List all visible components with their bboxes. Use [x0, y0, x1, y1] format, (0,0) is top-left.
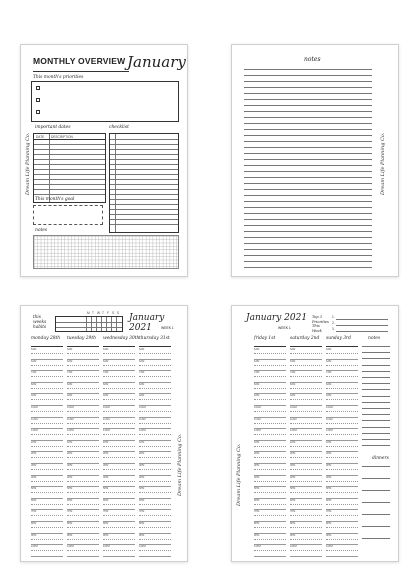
time-label: 5AM	[139, 348, 145, 351]
note-line	[244, 225, 372, 226]
day-column[interactable]	[139, 336, 171, 561]
notes-column-line	[362, 414, 390, 415]
time-label: 10AM	[31, 406, 38, 409]
note-line	[244, 153, 372, 154]
time-label: 5PM	[254, 487, 260, 491]
priority-checkbox[interactable]	[36, 86, 40, 90]
week-title: January 2021	[129, 313, 165, 333]
priority-line	[336, 319, 388, 320]
top-priorities-label: Top 3 Priorities This Week	[312, 315, 329, 333]
time-label: 8PM	[254, 522, 260, 525]
note-line	[244, 231, 372, 232]
time-label: 11AM	[254, 417, 261, 421]
habit-tracker	[55, 316, 123, 332]
time-label: 4PM	[254, 475, 260, 479]
note-line	[244, 171, 372, 172]
time-label: 10PM	[290, 545, 297, 549]
time-label: 10AM	[254, 406, 261, 409]
note-line	[244, 135, 372, 136]
time-label: 2PM	[103, 452, 109, 456]
side-brand: Dream Life Planning Co.	[177, 433, 183, 496]
time-label: 6PM	[139, 498, 145, 502]
notes-title: notes	[304, 56, 321, 63]
time-label: 5AM	[31, 348, 37, 351]
time-label: 6AM	[31, 359, 37, 363]
time-label: 7AM	[254, 371, 260, 375]
note-line	[244, 243, 372, 244]
time-label: 7PM	[67, 510, 73, 514]
notes-column-line	[362, 420, 390, 421]
monthly-heading: MONTHLY OVERVIEW	[33, 56, 126, 66]
time-label: 5PM	[326, 487, 332, 491]
priority-number: 1.	[332, 315, 335, 319]
day-header: monday 28th	[31, 336, 61, 341]
side-brand: Dream Life Planning Co.	[380, 132, 386, 195]
time-label: 11AM	[67, 417, 74, 421]
time-label: 6PM	[254, 498, 260, 502]
habit-day-letter: T	[92, 311, 94, 315]
note-line	[244, 183, 372, 184]
time-label: 5AM	[67, 348, 73, 351]
time-label: 12PM	[31, 429, 38, 433]
goal-box[interactable]	[33, 205, 103, 225]
time-label: 4PM	[67, 475, 73, 479]
time-label: 12PM	[67, 429, 74, 433]
dinner-line	[362, 490, 390, 491]
day-header: tuesday 29th	[67, 336, 96, 341]
time-label: 8PM	[103, 522, 109, 525]
day-column[interactable]	[31, 336, 63, 561]
week-number: WEEK 1	[161, 326, 174, 330]
notes-page	[231, 44, 399, 277]
time-label: 10AM	[103, 406, 110, 409]
notes-label: notes	[35, 228, 48, 233]
time-label: 5PM	[67, 487, 73, 491]
note-line	[244, 255, 372, 256]
month-title: January	[127, 53, 186, 71]
note-line	[244, 93, 372, 94]
note-line	[244, 69, 372, 70]
time-label: 7PM	[326, 510, 332, 514]
priority-number: 2.	[332, 321, 335, 325]
habit-day-letter: S	[112, 311, 115, 315]
time-label: 1PM	[290, 440, 296, 444]
time-label: 7AM	[103, 371, 109, 375]
time-label: 7AM	[139, 371, 145, 375]
priorities-box	[31, 81, 179, 122]
time-label: 4PM	[31, 475, 37, 479]
note-line	[244, 87, 372, 88]
time-label: 2PM	[139, 452, 145, 456]
time-label: 7AM	[31, 371, 37, 375]
time-label: 6AM	[326, 359, 332, 363]
day-header: friday 1st	[254, 336, 276, 341]
day-column[interactable]	[67, 336, 99, 561]
time-label: 7PM	[254, 510, 260, 514]
time-label: 6PM	[326, 498, 332, 502]
priority-line	[336, 331, 388, 332]
note-line	[244, 99, 372, 100]
time-label: 7AM	[290, 371, 296, 375]
time-label: 7AM	[326, 371, 332, 375]
time-label: 10AM	[139, 406, 146, 409]
weekly-left-page	[20, 305, 188, 562]
time-label: 4PM	[139, 475, 145, 479]
time-label: 11AM	[31, 417, 38, 421]
time-label: 4PM	[326, 475, 332, 479]
time-label: 10PM	[254, 545, 261, 549]
goal-label: This month's goal	[35, 197, 75, 202]
time-label: 9AM	[31, 394, 37, 398]
time-label: 9PM	[139, 533, 145, 537]
day-column[interactable]	[290, 336, 322, 561]
time-label: 1PM	[31, 440, 37, 444]
priority-number: 3.	[332, 327, 335, 331]
week-title: January 2021	[246, 313, 308, 323]
time-label: 2PM	[254, 452, 260, 456]
notes-column-line	[362, 439, 390, 440]
checklist-label: checklist	[109, 125, 129, 130]
time-label: 5AM	[290, 348, 296, 351]
time-label: 8PM	[31, 522, 37, 525]
time-label: 12PM	[326, 429, 333, 433]
note-line	[244, 213, 372, 214]
time-label: 9PM	[290, 533, 296, 537]
time-label: 3PM	[103, 464, 109, 467]
time-label: 1PM	[254, 440, 260, 444]
time-label: 6PM	[290, 498, 296, 502]
time-label: 6PM	[103, 498, 109, 502]
monthly-overview-page	[20, 44, 188, 277]
notes-column-line	[362, 389, 390, 390]
time-label: 9AM	[103, 394, 109, 398]
time-label: 6AM	[139, 359, 145, 363]
note-line	[244, 261, 372, 262]
time-label: 4PM	[290, 475, 296, 479]
time-label: 11AM	[103, 417, 110, 421]
time-label: 8AM	[326, 382, 332, 386]
note-line	[244, 75, 372, 76]
day-column[interactable]	[103, 336, 140, 561]
time-label: 5PM	[290, 487, 296, 491]
dinner-line	[362, 502, 390, 503]
time-label: 3PM	[326, 464, 332, 467]
time-label: 10PM	[31, 545, 38, 549]
time-label: 2PM	[326, 452, 332, 456]
time-label: 6AM	[254, 359, 260, 363]
note-line	[244, 129, 372, 130]
note-line	[244, 159, 372, 160]
time-label: 7PM	[103, 510, 109, 514]
notes-column-line	[362, 402, 390, 403]
notes-column-line	[362, 383, 390, 384]
time-label: 8PM	[326, 522, 332, 525]
notes-column-line	[362, 346, 390, 347]
time-label: 8AM	[254, 382, 260, 386]
time-label: 8AM	[67, 382, 73, 386]
habit-day-letter: W	[97, 311, 101, 315]
note-line	[244, 105, 372, 106]
dinner-line	[362, 466, 390, 467]
day-header: wednesday 30th	[103, 336, 140, 341]
time-label: 8AM	[103, 382, 109, 386]
notes-column-line	[362, 358, 390, 359]
weekly-right-page	[231, 305, 399, 562]
time-label: 9PM	[326, 533, 332, 537]
time-label: 2PM	[67, 452, 73, 456]
note-line	[244, 267, 372, 268]
time-label: 10PM	[103, 545, 110, 549]
habits-label: this weeks habits	[33, 314, 47, 329]
time-label: 3PM	[254, 464, 260, 467]
time-label: 8AM	[139, 382, 145, 386]
note-line	[244, 237, 372, 238]
time-label: 2PM	[290, 452, 296, 456]
time-label: 9AM	[326, 394, 332, 398]
note-line	[244, 219, 372, 220]
time-label: 9AM	[139, 394, 145, 398]
time-label: 10PM	[67, 545, 74, 549]
time-label: 8PM	[290, 522, 296, 525]
time-label: 1PM	[103, 440, 109, 444]
note-line	[244, 111, 372, 112]
time-label: 7AM	[67, 371, 73, 375]
notes-column-line	[362, 365, 390, 366]
important-dates-label: important dates	[35, 125, 71, 130]
priority-checkbox[interactable]	[36, 110, 40, 114]
time-label: 8AM	[290, 382, 296, 386]
time-label: 7PM	[139, 510, 145, 514]
day-header: sunday 3rd	[326, 336, 351, 341]
note-line	[244, 147, 372, 148]
time-label: 5AM	[326, 348, 332, 351]
time-label: 10PM	[139, 545, 146, 549]
note-line	[244, 141, 372, 142]
dinner-line	[362, 514, 390, 515]
time-label: 5PM	[31, 487, 37, 491]
time-label: 11AM	[139, 417, 146, 421]
note-line	[244, 195, 372, 196]
note-line	[244, 207, 372, 208]
checklist-table	[109, 133, 179, 233]
notes-column-line	[362, 396, 390, 397]
time-label: 1PM	[67, 440, 73, 444]
time-label: 6AM	[290, 359, 296, 363]
time-label: 9PM	[31, 533, 37, 537]
time-label: 12PM	[290, 429, 297, 433]
important-dates-table	[33, 133, 106, 203]
date-column-header: DATE	[36, 135, 45, 139]
time-label: 12PM	[139, 429, 146, 433]
dinners-header: dinners	[372, 456, 389, 461]
dinner-line	[362, 526, 390, 527]
time-label: 10AM	[290, 406, 297, 409]
time-label: 3PM	[139, 464, 145, 467]
time-label: 5AM	[103, 348, 109, 351]
note-line	[244, 201, 372, 202]
time-label: 1PM	[139, 440, 145, 444]
time-label: 11AM	[290, 417, 297, 421]
time-label: 9AM	[67, 394, 73, 398]
dinner-line	[362, 538, 390, 539]
notes-grid[interactable]	[33, 235, 179, 269]
time-label: 7PM	[290, 510, 296, 514]
time-label: 6PM	[67, 498, 73, 502]
time-label: 9AM	[254, 394, 260, 398]
time-label: 12PM	[254, 429, 261, 433]
notes-column-line	[362, 371, 390, 372]
day-column[interactable]	[326, 336, 358, 561]
side-brand: Dream Life Planning Co.	[236, 443, 242, 506]
time-label: 5PM	[103, 487, 109, 491]
time-label: 9PM	[67, 533, 73, 537]
day-column[interactable]	[254, 336, 286, 561]
notes-column-line	[362, 352, 390, 353]
time-label: 6AM	[67, 359, 73, 363]
note-line	[244, 81, 372, 82]
priority-line	[336, 325, 388, 326]
habit-day-letter: M	[87, 311, 90, 315]
time-label: 3PM	[290, 464, 296, 467]
dinner-line	[362, 478, 390, 479]
time-label: 8PM	[67, 522, 73, 525]
note-line	[244, 117, 372, 118]
time-label: 9PM	[103, 533, 109, 537]
time-label: 10AM	[326, 406, 333, 409]
time-label: 7PM	[31, 510, 37, 514]
time-label: 4PM	[103, 475, 109, 479]
note-line	[244, 249, 372, 250]
time-label: 5AM	[254, 348, 260, 351]
habit-day-letter: S	[117, 311, 120, 315]
week-number: WEEK 1	[278, 326, 291, 330]
time-label: 9PM	[254, 533, 260, 537]
notes-column-line	[362, 427, 390, 428]
time-label: 12PM	[103, 429, 110, 433]
notes-column-line	[362, 377, 390, 378]
time-label: 5PM	[139, 487, 145, 491]
time-label: 11AM	[326, 417, 333, 421]
description-column-header: DESCRIPTION	[51, 135, 73, 139]
time-label: 10PM	[326, 545, 333, 549]
note-line	[244, 165, 372, 166]
note-line	[244, 177, 372, 178]
note-line	[244, 189, 372, 190]
notes-column-line	[362, 445, 390, 446]
day-header: saturday 2nd	[290, 336, 320, 341]
time-label: 3PM	[67, 464, 73, 467]
notes-header: notes	[368, 336, 381, 341]
notes-column-line	[362, 408, 390, 409]
priority-checkbox[interactable]	[36, 98, 40, 102]
note-line	[244, 123, 372, 124]
priorities-label: This month's priorities	[33, 75, 84, 80]
time-label: 9AM	[290, 394, 296, 398]
day-header: thursday 31st	[139, 336, 170, 341]
habit-day-letter: T	[102, 311, 104, 315]
time-label: 1PM	[326, 440, 332, 444]
heading-rule	[33, 71, 129, 72]
time-label: 8AM	[31, 382, 37, 386]
time-label: 6PM	[31, 498, 37, 502]
notes-column-line	[362, 433, 390, 434]
time-label: 8PM	[139, 522, 145, 525]
time-label: 3PM	[31, 464, 37, 467]
time-label: 2PM	[31, 452, 37, 456]
habit-day-letter: F	[107, 311, 109, 315]
time-label: 10AM	[67, 406, 74, 409]
time-label: 6AM	[103, 359, 109, 363]
side-brand: Dream Life Planning Co.	[25, 132, 31, 195]
